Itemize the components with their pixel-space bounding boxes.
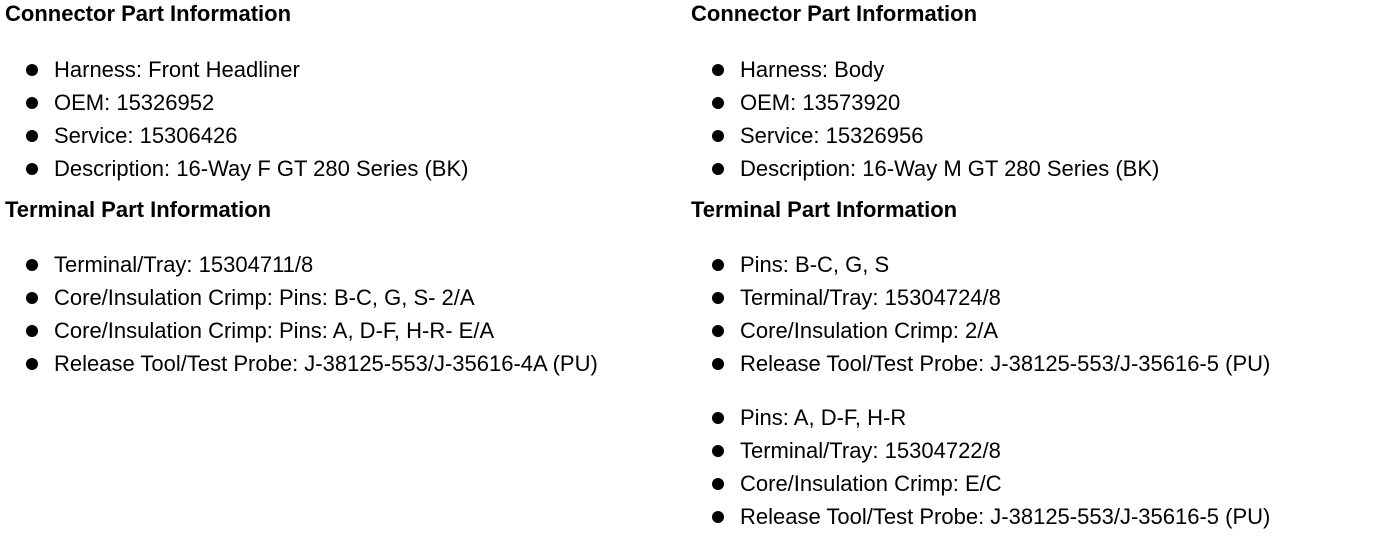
bullet-icon [712,97,724,109]
bullet-icon [712,412,724,424]
list-item [691,152,1159,185]
list-item-text: OEM: 15326952 [54,90,215,115]
bullet-icon [712,358,724,370]
terminal-heading: Terminal Part Information [691,197,958,222]
list-item-text: Pins: A, D-F, H-R [740,405,907,430]
list-item-text: Harness: Body [740,57,885,82]
bullet-icon [26,163,38,175]
list-item [691,119,1159,152]
list-item-text: Harness: Front Headliner [54,57,300,82]
list-item [691,500,1270,533]
list-item [5,119,468,152]
list-item [691,314,1270,347]
list-item-text: Core/Insulation Crimp: E/C [740,471,1002,496]
list-item [691,281,1270,314]
list-item-text: OEM: 13573920 [740,90,901,115]
bullet-icon [712,292,724,304]
list-item-text: Service: 15326956 [740,123,924,148]
bullet-icon [26,358,38,370]
bullet-icon [712,325,724,337]
list-item [5,281,598,314]
list-item-text: Core/Insulation Crimp: Pins: A, D-F, H-R- E/A [54,318,495,343]
bullet-icon [712,259,724,271]
bullet-icon [712,163,724,175]
terminal-info-list [5,248,598,380]
bullet-icon [712,511,724,523]
list-item [5,53,468,86]
list-item-text: Terminal/Tray: 15304711/8 [54,252,314,277]
list-item [5,347,598,380]
terminal-heading: Terminal Part Information [5,197,272,222]
list-item-text: Core/Insulation Crimp: Pins: B-C, G, S- 2/A [54,285,475,310]
list-item-text: Release Tool/Test Probe: J-38125-553/J-35616-4A (PU) [54,351,598,376]
list-item-text: Release Tool/Test Probe: J-38125-553/J-35616-5 (PU) [740,504,1271,529]
bullet-icon [26,259,38,271]
connector-info-list [691,53,1159,185]
list-item [691,467,1270,500]
list-item [691,53,1159,86]
connector-info-list [5,53,468,185]
list-item-text: Service: 15306426 [54,123,238,148]
list-item [691,434,1270,467]
list-item-text: Pins: B-C, G, S [740,252,890,277]
list-item-text: Description: 16-Way F GT 280 Series (BK) [54,156,469,181]
bullet-icon [712,130,724,142]
connector-heading: Connector Part Information [691,1,978,26]
terminal-group-1-list [691,248,1270,380]
bullet-icon [26,292,38,304]
list-item [691,401,1270,434]
list-item-text: Core/Insulation Crimp: 2/A [740,318,998,343]
bullet-icon [26,325,38,337]
connector-heading: Connector Part Information [5,1,292,26]
bullet-icon [712,64,724,76]
list-item [5,314,598,347]
list-item [691,86,1159,119]
bullet-icon [712,478,724,490]
list-item [5,86,468,119]
list-item-text: Release Tool/Test Probe: J-38125-553/J-35616-5 (PU) [740,351,1271,376]
list-item [691,347,1270,380]
list-item-text: Terminal/Tray: 15304722/8 [740,438,1001,463]
bullet-icon [26,64,38,76]
list-item [5,248,598,281]
bullet-icon [26,97,38,109]
list-item-text: Terminal/Tray: 15304724/8 [740,285,1001,310]
bullet-icon [712,445,724,457]
bullet-icon [26,130,38,142]
list-item-text: Description: 16-Way M GT 280 Series (BK) [740,156,1160,181]
terminal-group-2-list [691,401,1270,533]
list-item [5,152,468,185]
list-item [691,248,1270,281]
